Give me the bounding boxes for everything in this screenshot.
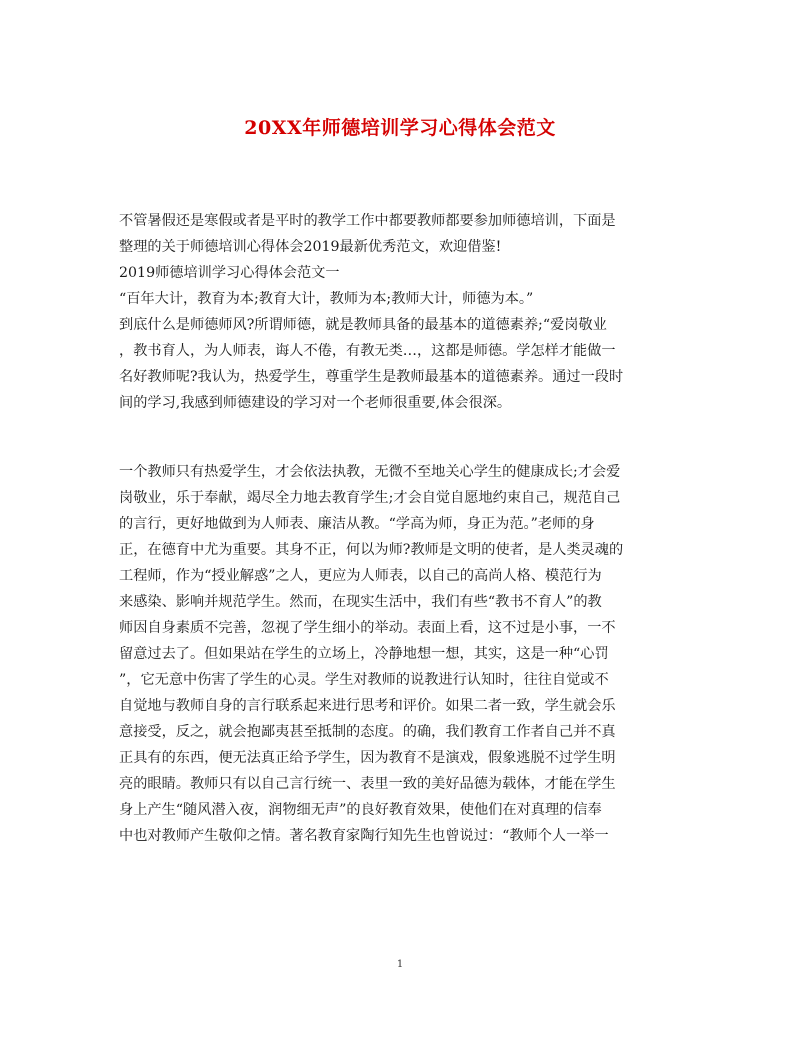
text-line: 岗敬业，乐于奉献，竭尽全力地去教育学生;才会自觉自愿地约束自己，规范自己 [119,490,621,506]
text-line: 名好教师呢?我认为，热爱学生，尊重学生是教师最基本的道德素养。通过一段时 [119,369,624,385]
text-line: ”，它无意中伤害了学生的心灵。学生对教师的说教进行认知时，往往自觉或不 [119,672,609,688]
text-line: 正，在德育中尤为重要。其身不正，何以为师?教师是文明的使者，是人类灵魂的 [119,542,624,558]
page-number: 1 [396,959,404,970]
paragraph-main [119,459,682,849]
text-line: 亮的眼睛。教师只有以自己言行统一、表里一致的美好品德为载体，才能在学生 [119,776,616,792]
text-line: 中也对教师产生敬仰之情。著名教育家陶行知先生也曾说过：“教师个人一举一 [119,828,609,844]
text-line: 来感染、影响并规范学生。然而，在现实生活中，我们有些“教书不育人”的教 [119,594,602,610]
text-line: “百年大计，教育为本;教育大计，教师为本;教师大计，师德为本。” [119,291,534,307]
text-line: 整理的关于师德培训心得体会2019最新优秀范文，欢迎借鉴! [119,239,502,255]
text-line: 2019师德培训学习心得体会范文一 [119,265,340,281]
text-line: 自觉地与教师自身的言行联系起来进行思考和评价。如果二者一致，学生就会乐 [119,698,616,714]
text-line: 间的学习,我感到师德建设的学习对一个老师很重要,体会很深。 [119,395,512,411]
text-line: 师因自身素质不完善，忽视了学生细小的举动。表面上看，这不过是小事，一不 [119,620,616,636]
text-line: 不管暑假还是寒假或者是平时的教学工作中都要教师都要参加师德培训，下面是 [119,213,616,229]
document-title: 20XX年师德培训学习心得体会范文 [244,117,556,139]
text-line: 的言行，更好地做到为人师表、廉洁从教。“学高为师，身正为范。”老师的身 [119,516,595,532]
text-line: 到底什么是师德师风?所谓师德，就是教师具备的最基本的道德素养;“爱岗敬业 [119,317,607,333]
paragraph-intro [119,208,682,416]
document-body [119,208,682,849]
text-line: 工程师，作为“授业解惑”之人，更应为人师表，以自己的高尚人格、模范行为 [119,568,602,584]
text-line: 一个教师只有热爱学生，才会依法执教，无微不至地关心学生的健康成长;才会爱 [119,464,621,480]
text-line: 意接受，反之，就会抱鄙夷甚至抵制的态度。的确，我们教育工作者自己并不真 [119,724,616,740]
paragraph-gap [119,416,682,459]
text-line: 身上产生“随风潜入夜，润物细无声”的良好教育效果，使他们在对真理的信奉 [119,802,602,818]
text-line: 留意过去了。但如果站在学生的立场上，冷静地想一想，其实，这是一种“心罚 [119,646,609,662]
text-line: 正具有的东西，便无法真正给予学生，因为教育不是演戏，假象逃脱不过学生明 [119,750,616,766]
text-line: ，教书育人，为人师表，诲人不倦，有教无类…，这都是师德。学怎样才能做一 [119,343,616,359]
